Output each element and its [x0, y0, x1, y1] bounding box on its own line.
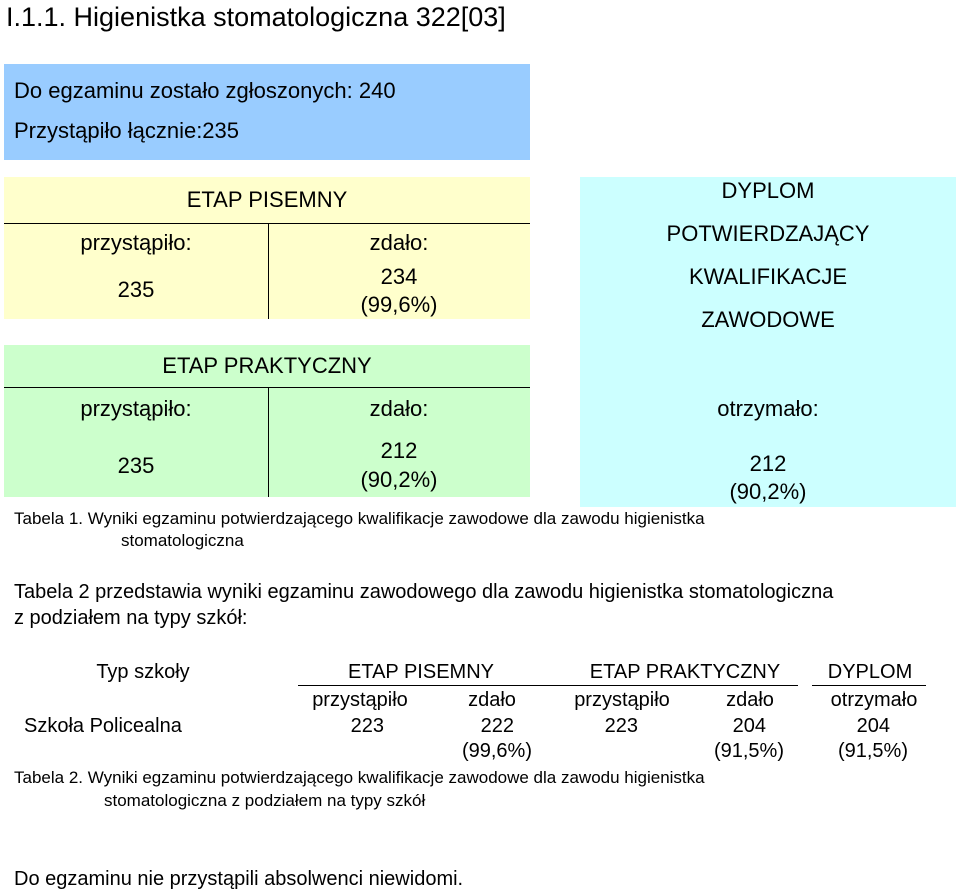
- written-stage-header: ETAP PISEMNY: [186, 187, 348, 212]
- col-header-practical: ETAP PRAKTYCZNY: [589, 661, 781, 683]
- subheader-written-passed: zdało: [468, 689, 516, 711]
- subheader-diploma-received: otrzymało: [830, 689, 918, 711]
- summary-box: [4, 64, 530, 160]
- practical-passed-value: 212: [380, 438, 418, 463]
- row-diploma-pct: (91,5%): [837, 740, 908, 762]
- practical-passed-percent: (90,2%): [360, 467, 438, 492]
- row-diploma: 204: [856, 715, 890, 737]
- row-written-passed: 222: [480, 715, 514, 737]
- table1-caption-line2: stomatologiczna: [121, 531, 244, 550]
- diploma-title-line2: POTWIERDZAJĄCY: [666, 221, 870, 246]
- row-written-passed-pct: (99,6%): [461, 740, 532, 762]
- diploma-received-value: 212: [749, 451, 787, 476]
- diploma-received-label: otrzymało:: [717, 396, 819, 421]
- row-school-type: Szkoła Policealna: [24, 715, 182, 737]
- col-header-written: ETAP PISEMNY: [348, 661, 494, 683]
- subheader-practical-attended: przystąpiło: [574, 689, 670, 711]
- table2-caption-line1: Tabela 2. Wyniki egzaminu potwierdzającego kwalifikacje zawodowe dla zawodu higienistka: [14, 768, 705, 787]
- written-passed-percent: (99,6%): [360, 292, 438, 317]
- written-attended-label: przystąpiło:: [80, 230, 192, 255]
- registered-count: Do egzaminu zostało zgłoszonych: 240: [14, 78, 396, 103]
- attended-count: Przystąpiło łącznie:235: [14, 118, 240, 143]
- practical-passed-label: zdało:: [369, 396, 429, 421]
- written-attended-value: 235: [117, 277, 155, 302]
- intro-paragraph-line2: z podziałem na typy szkół:: [14, 607, 248, 629]
- row-practical-passed: 204: [732, 715, 766, 737]
- footnote: Do egzaminu nie przystąpili absolwenci niewidomi.: [14, 868, 464, 890]
- practical-attended-label: przystąpiło:: [80, 396, 192, 421]
- col-header-diploma: DYPLOM: [827, 661, 913, 683]
- table1-caption-line1: Tabela 1. Wyniki egzaminu potwierdzającego kwalifikacje zawodowe dla zawodu higienistka: [14, 509, 705, 528]
- header-underline: [812, 685, 926, 686]
- practical-attended-value: 235: [117, 453, 155, 478]
- row-written-attended: 223: [350, 715, 384, 737]
- header-underline: [298, 685, 798, 686]
- diploma-title-line1: DYPLOM: [721, 178, 815, 203]
- col-header-school-type: Typ szkoły: [96, 661, 190, 683]
- row-practical-passed-pct: (91,5%): [713, 740, 784, 762]
- page-title: I.1.1. Higienistka stomatologiczna 322[03]: [6, 2, 506, 32]
- divider: [4, 387, 530, 388]
- table2-caption-line2: stomatologiczna z podziałem na typy szkół: [104, 791, 426, 810]
- divider: [4, 223, 530, 224]
- subheader-practical-passed: zdało: [726, 689, 774, 711]
- diploma-title-line3: KWALIFIKACJE: [688, 264, 848, 289]
- subheader-written-attended: przystąpiło: [312, 689, 408, 711]
- row-practical-attended: 223: [604, 715, 638, 737]
- diploma-received-percent: (90,2%): [729, 479, 807, 504]
- intro-paragraph-line1: Tabela 2 przedstawia wyniki egzaminu zawodowego dla zawodu higienistka stomatologiczna: [14, 581, 834, 603]
- diploma-title-line4: ZAWODOWE: [701, 307, 835, 332]
- practical-stage-header: ETAP PRAKTYCZNY: [162, 353, 372, 378]
- written-passed-label: zdało:: [369, 230, 429, 255]
- written-passed-value: 234: [380, 264, 418, 289]
